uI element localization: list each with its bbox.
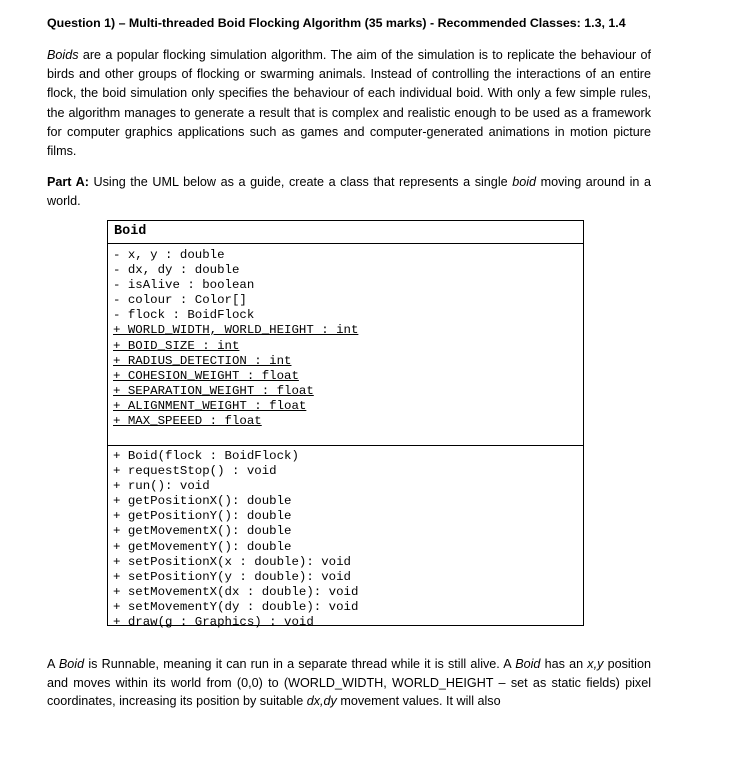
- uml-attribute: [113, 293, 583, 308]
- uml-method-text: + getMovementY(): double: [113, 539, 292, 554]
- part-a-text-after: moving around in a world.: [47, 175, 652, 209]
- uml-methods-section: [108, 446, 583, 630]
- uml-attribute-text: + WORLD_WIDTH, WORLD_HEIGHT : int: [113, 323, 359, 338]
- uml-attribute: [113, 248, 583, 263]
- part-a-paragraph: [47, 173, 651, 211]
- bottom-italic-2: Boid: [515, 657, 541, 671]
- uml-method-text: + getMovementX(): double: [113, 524, 292, 539]
- uml-method-text: + requestStop() : void: [113, 464, 277, 479]
- uml-method-text: + setMovementY(dy : double): void: [113, 599, 359, 614]
- uml-method-text: + getPositionX(): double: [113, 494, 292, 509]
- bottom-italic-3: x,y: [587, 657, 604, 671]
- bottom-text-3: has an: [540, 657, 588, 671]
- uml-method: [113, 615, 583, 630]
- uml-attribute-text: - dx, dy : double: [113, 263, 240, 278]
- bottom-text-5: movement values. It will also: [336, 694, 501, 708]
- bottom-text-1: A: [47, 657, 59, 671]
- part-a-text-before: Using the UML below as a guide, create a class that represents a single: [88, 175, 513, 189]
- uml-attribute-text: - flock : BoidFlock: [113, 308, 255, 323]
- intro-text: are a popular flocking simulation algorithm. The aim of the simulation is to replicate the behaviour of birds and other groups of flocking or swarming animals. Instead of controlling the interactions of an entire flock, the boid simulation only specifies the behaviour of each individual boid. With only a few simple rules, the algorithm manages to generate a result that is complex and realistic enough to be used as a framework for computer graphics applications such as games and computer-generated animations in motion picture films.: [47, 48, 651, 159]
- uml-attribute-text: - colour : Color[]: [113, 293, 247, 308]
- bottom-text-4: position and moves within its world from (0,0) to (WORLD_WIDTH, WORLD_HEIGHT – set as static fields) pixel coordinates, increasing its position by suitable: [47, 657, 651, 708]
- uml-method-text: + run(): void: [113, 479, 210, 494]
- uml-attributes-section: [108, 244, 583, 446]
- uml-attribute: [113, 399, 583, 414]
- uml-attribute-text: - isAlive : boolean: [113, 278, 255, 293]
- uml-class-name: Boid: [108, 221, 583, 244]
- uml-method: [113, 479, 583, 494]
- uml-attribute-text: + SEPARATION_WEIGHT : float: [113, 383, 314, 398]
- uml-attribute: [113, 278, 583, 293]
- uml-attribute-text: - x, y : double: [113, 248, 225, 262]
- bottom-text-2: is Runnable, meaning it can run in a separate thread while it is still alive. A: [84, 657, 516, 671]
- question-heading: Question 1) – Multi-threaded Boid Flocking Algorithm (35 marks) - Recommended Classes: 1.3, 1.4: [47, 16, 626, 30]
- uml-method: [113, 570, 583, 585]
- uml-method-text: + Boid(flock : BoidFlock): [113, 449, 299, 463]
- uml-method: [113, 524, 583, 539]
- uml-method-text: + setPositionX(x : double): void: [113, 554, 351, 569]
- uml-method: [113, 585, 583, 600]
- intro-paragraph: [47, 46, 651, 161]
- uml-attribute: [113, 354, 583, 369]
- uml-attribute: [113, 384, 583, 399]
- part-a-label: Part A:: [47, 175, 89, 189]
- uml-method-text: + getPositionY(): double: [113, 509, 292, 524]
- uml-method: [113, 449, 583, 464]
- bottom-italic-4: dx,dy: [306, 694, 337, 708]
- uml-class-diagram: [107, 220, 584, 630]
- uml-attribute-text: + COHESION_WEIGHT : float: [113, 368, 299, 383]
- uml-attribute: [113, 369, 583, 384]
- uml-attribute: [113, 414, 583, 429]
- uml-attribute: [113, 323, 583, 338]
- uml-attribute-text: + BOID_SIZE : int: [113, 338, 240, 353]
- uml-method-text: + draw(g : Graphics) : void: [113, 615, 314, 630]
- uml-method: [113, 540, 583, 555]
- uml-attribute-text: + MAX_SPEEED : float: [113, 414, 262, 429]
- uml-method: [113, 494, 583, 509]
- uml-method-text: + setPositionY(y : double): void: [113, 569, 351, 584]
- part-a-italic-word: boid: [512, 175, 537, 189]
- bottom-paragraph: [47, 655, 651, 711]
- uml-attribute-text: + RADIUS_DETECTION : int: [113, 353, 292, 368]
- uml-method-text: + setMovementX(dx : double): void: [113, 584, 359, 599]
- uml-attribute: [113, 308, 583, 323]
- bottom-italic-1: Boid: [58, 657, 85, 671]
- uml-method: [113, 464, 583, 479]
- uml-attribute: [113, 339, 583, 354]
- uml-attribute-text: + ALIGNMENT_WEIGHT : float: [113, 398, 307, 413]
- intro-italic-lead: Boids: [47, 48, 79, 62]
- uml-method: [113, 600, 583, 615]
- uml-attribute: [113, 263, 583, 278]
- uml-method: [113, 555, 583, 570]
- uml-method: [113, 509, 583, 524]
